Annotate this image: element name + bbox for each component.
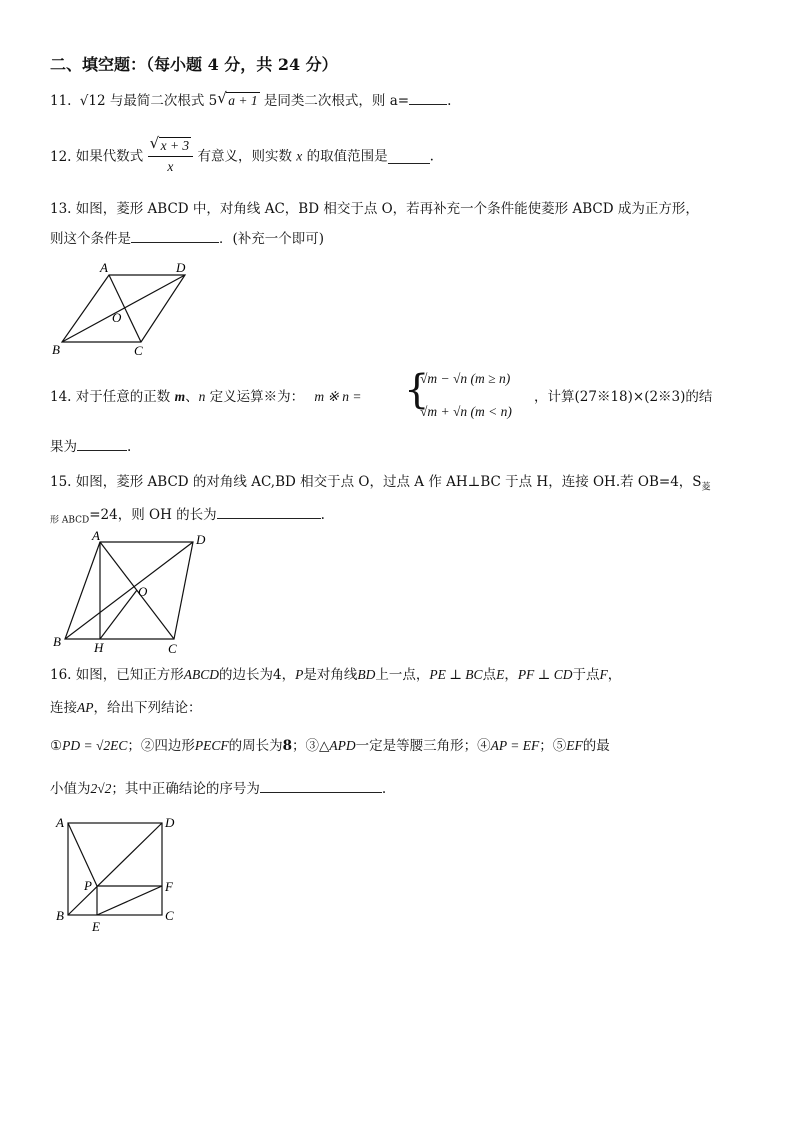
q15-text: 15. 如图，菱形 ABCD 的对角线 AC,BD 相交于点 O，过点 A 作 AH⊥BC 于点 H，连接 OH.若 OB=4，S — [50, 474, 702, 490]
q11-number: 11. — [50, 93, 72, 109]
segment-oh — [100, 590, 137, 639]
q16-text-e: 上一点， — [375, 667, 430, 683]
q16-prompt: ；其中正确结论的序号为 — [111, 781, 260, 797]
q12-text-c: 的取值范围是 — [306, 148, 388, 165]
q15-line2 — [50, 505, 325, 531]
q16-end: . — [381, 781, 387, 797]
q16-c2-value: 8 — [282, 738, 293, 754]
q16-point-f: F — [599, 667, 608, 682]
q16-pecf: PECF — [194, 738, 229, 753]
q16-square-figure — [50, 812, 190, 936]
segment-ef — [97, 886, 162, 915]
q12-text-d: . — [429, 148, 434, 165]
q13-text-a: 则这个条件是 — [50, 231, 131, 247]
label-b: B — [53, 634, 61, 649]
label-b: B — [56, 908, 64, 923]
q16-c3-mark: ；③△ — [292, 738, 330, 754]
q16-abcd: ABCD — [183, 667, 220, 682]
q11-sqrt12: √12 — [79, 93, 106, 109]
label-b: B — [52, 342, 60, 357]
q16-pe: PE ⊥ BC — [429, 667, 483, 682]
label-c: C — [165, 908, 174, 923]
q12-answer-blank[interactable] — [388, 150, 430, 164]
q11-text-b: 与最简二次根式 5 — [109, 93, 218, 109]
q16-text-h: 于点 — [572, 667, 600, 683]
q16-text-a: 16. 如图，已知正方形 — [50, 667, 184, 683]
q16-line2 — [50, 698, 202, 718]
q16-line2-text-a: 连接 — [50, 700, 77, 716]
q12-numerator: x + 3 — [160, 138, 190, 153]
q11-radical: √ a + 1 — [217, 89, 258, 108]
q14-answer-blank[interactable] — [77, 437, 127, 451]
q16-c5-value: 2√2 — [90, 781, 112, 796]
q16-answer-blank[interactable] — [260, 779, 382, 793]
q14-text-a: 14. 对于任意的正数 — [50, 389, 171, 405]
q14-m: m — [174, 389, 186, 404]
q16-text-b: 的边长为 — [219, 667, 274, 683]
question-12 — [50, 136, 434, 177]
q13-line2 — [50, 229, 324, 249]
q16-apd: APD — [329, 738, 356, 753]
q14-text-c: ，计算 — [534, 389, 575, 405]
q16-conclusions-line1 — [50, 736, 610, 756]
q16-text-f: 点 — [482, 667, 497, 683]
q16-point-e: E — [496, 667, 505, 682]
diagonal-ac — [109, 275, 141, 342]
q14-line2-end: . — [127, 439, 132, 455]
q16-bd: BD — [357, 667, 376, 682]
q16-pf: PF ⊥ CD — [517, 667, 573, 682]
diagonal-bd — [68, 823, 162, 915]
diagonal-bd — [65, 542, 193, 639]
q15-end: . — [320, 507, 325, 523]
question-14 — [50, 387, 361, 407]
q11-text-e: . — [447, 93, 452, 109]
q16-c1-mark: ① — [50, 738, 63, 754]
q12-fraction: √ x + 3 x — [148, 136, 194, 177]
label-o: O — [112, 310, 122, 325]
q16-c5-text-b: 小值为 — [50, 781, 91, 797]
label-a: A — [56, 815, 64, 830]
q13-answer-blank[interactable] — [131, 229, 219, 243]
q11-answer-blank[interactable] — [409, 91, 447, 105]
q14-case1: √m − √n (m ≥ n) — [420, 371, 511, 386]
diagonal-bd — [62, 275, 185, 342]
q15-rhombus-figure — [50, 528, 220, 656]
q16-conclusions-line2 — [50, 779, 386, 799]
q16-comma-2: ， — [504, 667, 518, 683]
label-a: A — [100, 260, 108, 275]
section-title: 二、填空题：（每小题 4 分，共 24 分） — [50, 55, 338, 74]
q14-line2-text: 果为 — [50, 439, 77, 455]
q16-comma: ， — [281, 667, 296, 683]
q15-answer-blank[interactable] — [217, 505, 321, 519]
q14-text-b: 定义运算※为： — [209, 389, 305, 405]
q16-comma-3: ， — [607, 667, 622, 683]
label-c: C — [134, 343, 143, 358]
q12-text-b: 有意义，则实数 — [197, 148, 292, 165]
q16-c5-mark: ；⑤ — [539, 738, 567, 754]
question-11 — [50, 91, 451, 111]
q15-line1 — [50, 472, 711, 498]
label-d: D — [196, 532, 206, 547]
label-e: E — [92, 919, 100, 934]
q12-text-a: 如果代数式 — [75, 148, 144, 165]
segment-ap — [68, 823, 97, 886]
label-a: A — [92, 528, 100, 543]
q12-number: 12. — [50, 148, 72, 165]
label-p: P — [84, 878, 92, 893]
q14-brace: { — [404, 367, 430, 413]
q11-radicand: a + 1 — [228, 93, 258, 108]
q14-case2: √m + √n (m < n) — [420, 404, 512, 419]
q13-rhombus-figure — [50, 258, 200, 358]
q16-c5-text: 的最 — [582, 738, 610, 754]
q14-line2 — [50, 437, 131, 457]
label-h: H — [94, 640, 104, 655]
q16-c3-text: 一定是等腰三角形；④ — [355, 738, 491, 754]
q16-ef: EF — [566, 738, 583, 753]
q14-n: n — [198, 389, 206, 404]
q15-subscript-1: 菱 — [701, 482, 711, 493]
label-d: D — [165, 815, 175, 830]
q16-c1-formula: PD = √2EC — [62, 738, 128, 753]
label-c: C — [168, 641, 177, 656]
q16-c2-text: ；②四边形 — [127, 738, 195, 754]
q13-text-b: ．(补充一个即可) — [219, 231, 325, 247]
q12-var: x — [296, 148, 303, 164]
q13-line1: 13. 如图，菱形 ABCD 中，对角线 AC，BD 相交于点 O，若再补充一个条件能使菱形 ABCD 成为正方形， — [50, 201, 699, 217]
q15-subscript-2: 形 ABCD — [50, 515, 90, 526]
q14-expression: (27※18)×(2※3) — [574, 389, 686, 405]
label-f: F — [165, 879, 173, 894]
q16-side: 4 — [273, 667, 282, 683]
q15-text-2: =24，则 OH 的长为 — [89, 507, 217, 523]
q16-ap: AP — [77, 700, 94, 715]
q12-denominator: x — [167, 159, 174, 174]
q11-text-d: 是同类二次根式，则 a= — [263, 93, 410, 109]
q14-tail — [534, 387, 712, 407]
q14-operator: m ※ n = — [314, 389, 362, 404]
q16-line2-text-b: ，给出下列结论： — [93, 700, 202, 716]
q14-text-d: 的结 — [685, 389, 713, 405]
q14-sep: 、 — [185, 389, 199, 405]
q16-p: P — [295, 667, 304, 682]
q16-c4-formula: AP = EF — [490, 738, 540, 753]
q16-c2-text-b: 的周长为 — [228, 738, 283, 754]
q16-line1 — [50, 665, 621, 685]
label-d: D — [176, 260, 186, 275]
label-o: O — [138, 584, 148, 599]
q16-text-d: 是对角线 — [303, 667, 358, 683]
